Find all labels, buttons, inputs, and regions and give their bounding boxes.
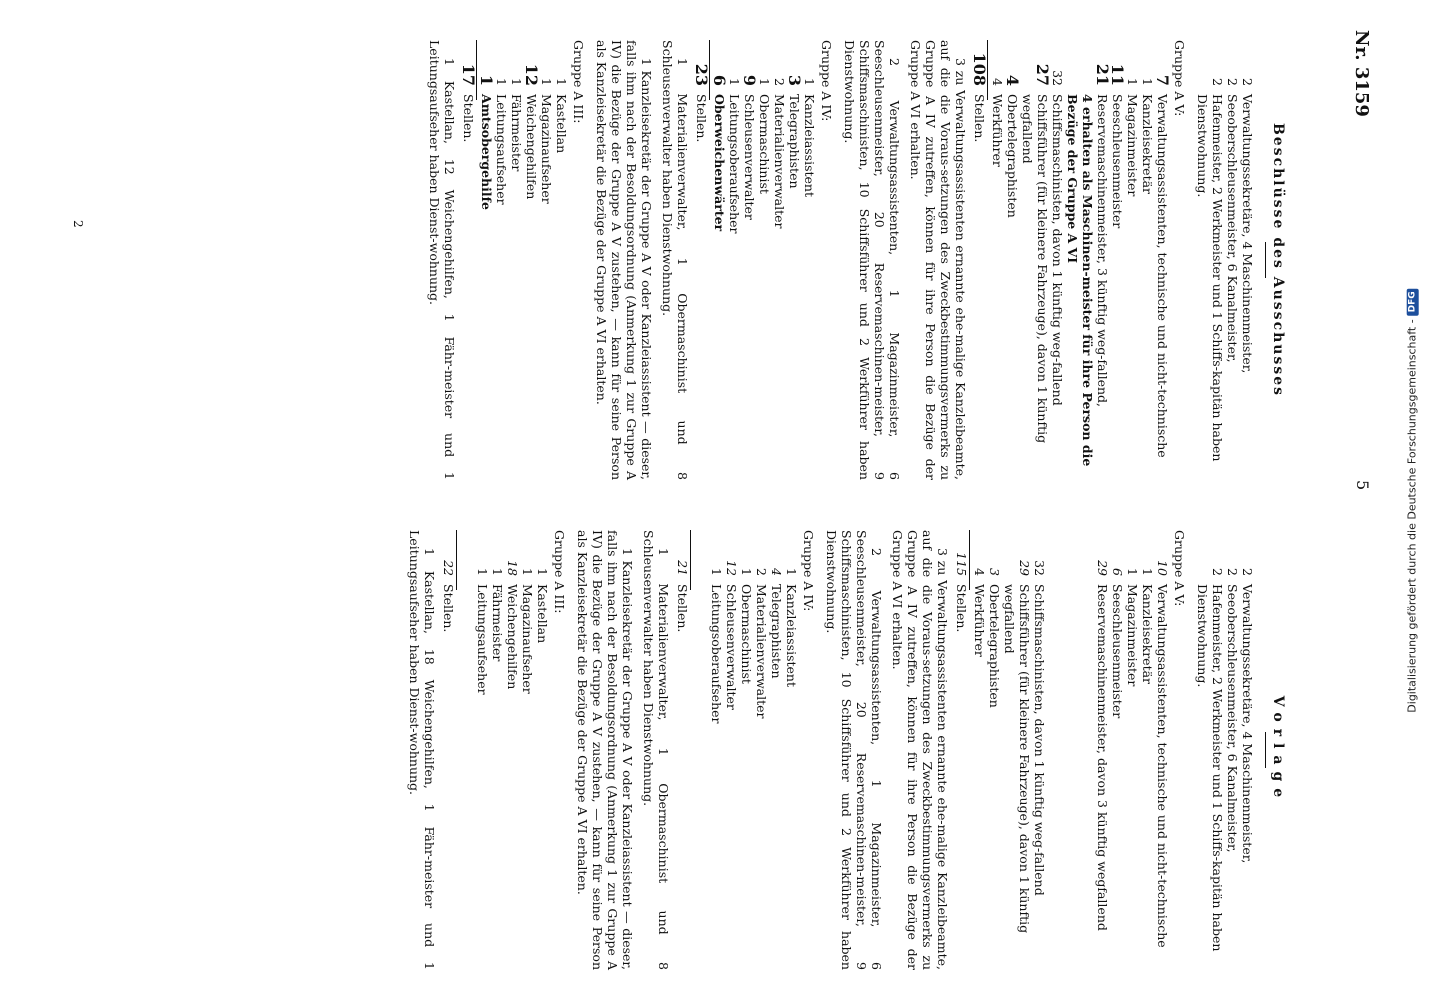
list-item: 2 Seeoberschleusenmeister, 6 Kanalmeister, <box>1225 568 1240 853</box>
column-title: Beschlüsse des Ausschusses <box>1270 122 1286 398</box>
total-line: 115 Stellen. <box>954 552 969 633</box>
total-rule <box>969 530 970 590</box>
list-item: 1 Leitungsoberaufseher <box>709 568 724 724</box>
list-item: 1 Kanzleiassistent <box>784 568 799 688</box>
group-heading: Gruppe A IV: <box>819 40 834 122</box>
group-heading: Gruppe A V: <box>1172 530 1187 607</box>
list-item: 2 Materialienverwalter <box>754 568 769 719</box>
paragraph: 1 Kastellan, 18 Weichengehilfen, 1 Fähr-meister und 1 Leitungsaufseher haben Dienst-wohnung. <box>407 530 437 970</box>
list-item: 1 Fährmeister <box>509 78 524 172</box>
list-item: 1 Kastellan <box>554 78 569 154</box>
paragraph: 3 zu Verwaltungsassistenten ernannte ehe-malige Kanzleibeamte, auf die die Voraus-setzungen des Zweckbestimmungsvermerks zu Gruppe A IV zutreffen, können für ihre Person die Bezüge der Gruppe A VI erhalten. <box>908 40 968 480</box>
list-item: 1 Obermaschinist <box>757 78 772 194</box>
column-title: Vorlage <box>1270 695 1286 805</box>
group-heading: Gruppe A V: <box>1172 40 1187 117</box>
list-item: 29 Schiffsführer (für kleinere Fahrzeuge), davon 1 künftig wegfallend <box>1002 560 1032 934</box>
total-line: 21 Stellen. <box>675 560 690 633</box>
list-item: 7 Verwaltungsassistenten, technische und nicht-technische <box>1153 74 1172 458</box>
list-item: 1 Magazinaufseher <box>539 78 554 204</box>
list-item: 32 Schiffsmaschinisten, davon 1 künftig weg-fallend <box>1032 560 1047 896</box>
list-item: 3 Telegraphisten <box>785 74 804 189</box>
list-item: 1 Kanzleisekretär <box>1140 78 1155 195</box>
paragraph: 2 Verwaltungsassistenten, 1 Magazinmeister, 6 Seeschleusenmeister, 20 Reservemaschinen-meister, 9 Schiffsmaschinisten, 10 Schiffsführer und 2 Werkführer haben Dienstwohnung. <box>824 530 884 970</box>
list-item: 18 Weichengehilfen <box>505 560 520 690</box>
total-line: 17 Stellen. <box>459 63 478 143</box>
footer-mark: 2 <box>71 220 85 228</box>
column-beschluesse <box>421 40 1285 480</box>
list-item: 1 Leitungsaufseher <box>475 568 490 695</box>
list-item: 1 Kanzleisekretär <box>1140 568 1155 685</box>
list-item: 6 Oberweichenwärter <box>710 74 729 232</box>
list-item: 12 Schleusenverwalter <box>724 560 739 710</box>
list-item: 2 Hafenmeister, 2 Werkmeister und 1 Schiffs-kapitän haben Dienstwohnung. <box>1195 78 1225 462</box>
list-item: 2 Verwaltungssekretäre, 4 Maschinenmeister, <box>1240 78 1255 374</box>
list-item: 27 Schiffsführer (für kleinere Fahrzeuge), davon 1 künftig wegfallend <box>1020 63 1052 444</box>
list-item: 1 Leitungsoberaufseher <box>727 78 742 234</box>
group-heading: Gruppe A III: <box>552 530 567 614</box>
total-line: 22 Stellen. <box>441 560 456 633</box>
list-item: 1 Kastellan <box>535 568 550 644</box>
list-item: 3 Obertelegraphisten <box>987 568 1002 708</box>
emphasis-text: 4 erhalten als Maschinen-meister für ihre Person die Bezüge der Gruppe A VI <box>1065 94 1095 467</box>
total-rule <box>690 530 691 590</box>
paragraph: 1 Kanzleisekretär der Gruppe A V oder Kanzleiassistent — dieser, falls ihm nach der Besoldungsordnung (Anmerkung 1 zur Gruppe A IV) die Bezüge der Gruppe A V zustehen, — kann für seine Person als Kanzleisekretär die Bezüge der Gruppe A VI erhalten. <box>594 40 654 480</box>
paragraph: 1 Kastellan, 12 Weichengehilfen, 1 Fähr-meister und 1 Leitungsaufseher haben Dienst-wohnung. <box>427 40 457 480</box>
credit-text: Digitalisierung gefördert durch die Deutsche Forschungsgemeinschaft - <box>1405 318 1419 713</box>
paragraph: 3 zu Verwaltungsassistenten ernannte ehe-malige Kanzleibeamte, auf die die Voraus-setzungen des Zweckbestimmungsvermerks zu Gruppe A IV zutreffen, können für ihre Person die Bezüge der Gruppe A VI erhalten. <box>890 530 950 970</box>
list-item: 32 Schiffsmaschinisten, davon 1 künftig weg-fallend <box>1050 70 1065 406</box>
list-item: 1 Obermaschinist <box>739 568 754 684</box>
paragraph: 1 Materialienverwalter, 1 Obermaschinist und 8 Schleusenverwalter haben Dienstwohnung. <box>660 40 690 480</box>
paragraph: 1 Materialienverwalter, 1 Obermaschinist und 8 Schleusenverwalter haben Dienstwohnung. <box>641 530 671 970</box>
rotated-document-page <box>0 10 1380 990</box>
list-item: 9 Schleusenverwalter <box>740 74 759 220</box>
dfg-logo: DFG <box>1406 288 1418 315</box>
list-item: 11 Seeschleusenmeister <box>1108 63 1127 229</box>
list-item: 6 Seeschleusenmeister <box>1110 568 1125 719</box>
column-vorlage <box>401 530 1285 970</box>
list-item: 10 Verwaltungsassistenten, technische und nicht-technische <box>1155 560 1170 948</box>
list-item: 1 Magazinmeister <box>1125 568 1140 687</box>
list-item: 4 Werkführer <box>990 78 1005 167</box>
list-item: 4 Werkführer <box>972 568 987 657</box>
list-item: 12 Weichengehilfen <box>522 63 541 200</box>
title-rule <box>1265 242 1266 278</box>
list-item: 1 Amtsobergehilfe <box>477 74 496 210</box>
total-line: 108 Stellen. <box>970 52 989 143</box>
list-item: 1 Magazinaufseher <box>520 568 535 694</box>
list-item: 1 Magazinmeister <box>1125 78 1140 197</box>
list-item: 2 Hafenmeister, 2 Werkmeister und 1 Schiffs-kapitän haben Dienstwohnung. <box>1195 568 1225 952</box>
list-item <box>1065 40 1095 480</box>
group-heading: Gruppe A IV: <box>801 530 816 612</box>
list-item: 4 Telegraphisten <box>769 568 784 679</box>
paragraph: 2 Verwaltungsassistenten, 1 Magazinmeister, 6 Seeschleusenmeister, 20 Reservemaschinen-meister, 9 Schiffsmaschinisten, 10 Schiffsführer und 2 Werkführer haben Dienstwohnung. <box>842 40 902 480</box>
list-item: 4 Obertelegraphisten <box>1003 74 1022 218</box>
group-heading: Gruppe A III: <box>571 40 586 124</box>
list-item: 1 Kanzleiassistent <box>802 78 817 198</box>
list-item: 1 Leitungsaufseher <box>494 78 509 205</box>
list-item: 1 Fährmeister <box>490 568 505 662</box>
list-item: 2 Verwaltungssekretäre, 4 Maschinenmeister, <box>1240 568 1255 864</box>
digitization-credit <box>1392 8 1432 992</box>
list-item: 21 Reservemaschinenmeister, 3 künftig weg-fallend, <box>1093 63 1112 408</box>
total-rule <box>456 530 457 590</box>
list-item: 29 Reservemaschinenmeister, davon 3 künftig wegfallend <box>1095 560 1110 931</box>
document-number: Nr. 3159 <box>1351 30 1372 117</box>
title-rule <box>1265 732 1266 768</box>
paragraph: 1 Kanzleisekretär der Gruppe A V oder Kanzleiassistent — dieser, falls ihm nach der Besoldungsordnung (Anmerkung 1 zur Gruppe A IV) die Bezüge der Gruppe A V zustehen, — kann für seine Person als Kanzleisekretär die Bezüge der Gruppe A VI erhalten. <box>575 530 635 970</box>
list-item: 2 Materialienverwalter <box>772 78 787 229</box>
page-number: 5 <box>1353 480 1372 491</box>
list-item: 2 Seeoberschleusenmeister, 6 Kanalmeister, <box>1225 78 1240 363</box>
total-line: 23 Stellen. <box>692 63 711 143</box>
